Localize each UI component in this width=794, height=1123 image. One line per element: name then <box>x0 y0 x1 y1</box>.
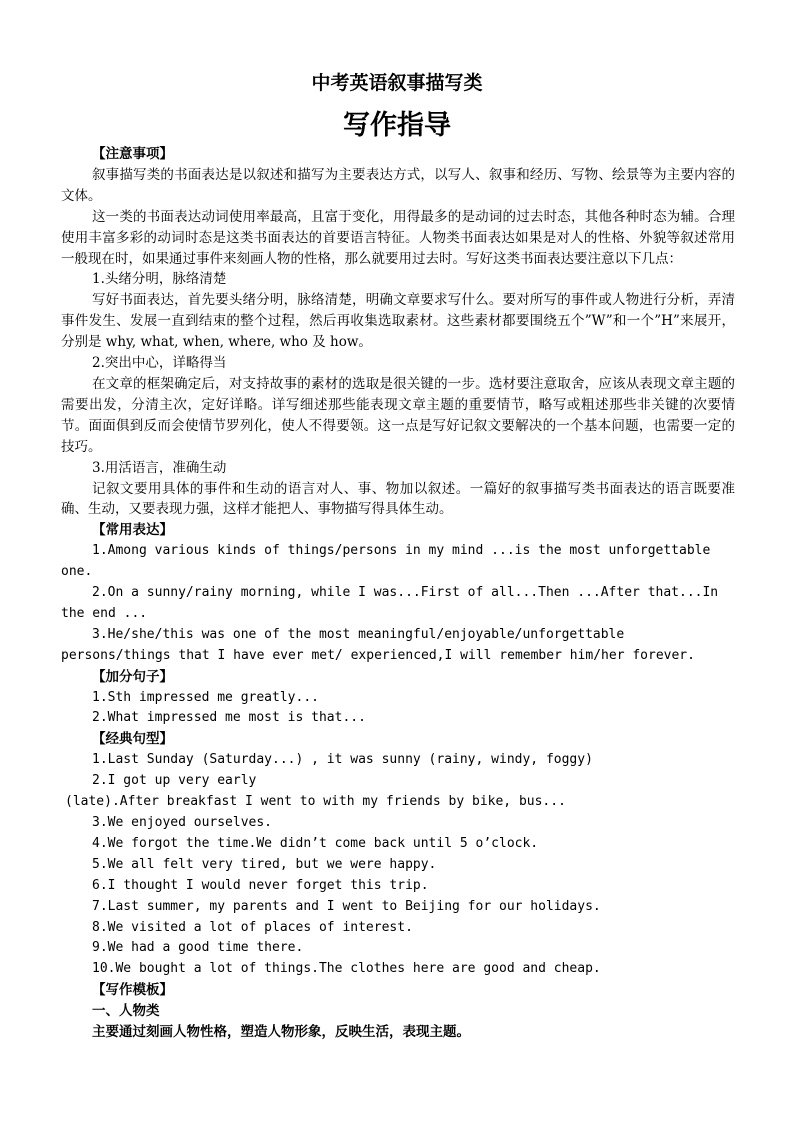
classic-line: (late).After breakfast I went to with my friends by bike, bus... <box>65 794 566 810</box>
section-heading-template: 【写作模板】 <box>92 982 173 999</box>
paragraph: 叙事描写类的书面表达是以叙述和描写为主要表达方式，以写人、叙事和经历、写物、绘景等为主要内容的文体。 <box>61 166 735 204</box>
classic-line: 3.We enjoyed ourselves. <box>92 815 273 830</box>
document-body <box>61 144 735 1043</box>
classic-line: 10.We bought a lot of things.The clothes here are good and cheap. <box>92 961 601 977</box>
document-subtitle: 写作指导 <box>343 110 451 141</box>
classic-line: 9.We had a good time there. <box>92 940 304 956</box>
classic-line: 4.We forgot the time.We didn’t come back until 5 o’clock. <box>92 835 539 851</box>
section-heading-expressions: 【常用表达】 <box>92 522 173 539</box>
point-title: 2.突出中心，详略得当 <box>92 355 227 372</box>
paragraph: 写好书面表达，首先要头绪分明，脉络清楚，明确文章要求写什么。要对所写的事件或人物进行分析，弄清事件发生、发展一直到结束的整个过程，然后再收集选取素材。这些素材都要围绕五个”W”和一个”H”来展开，分别是 why, what, when, where, who 及 how。 <box>61 292 735 351</box>
section-heading-notes: 【注意事项】 <box>92 146 173 162</box>
classic-line: 5.We all felt very tired, but we were happy. <box>92 856 437 872</box>
template-subheading: 一、人物类 <box>92 1003 160 1020</box>
section-heading-bonus: 【加分句子】 <box>92 668 173 685</box>
paragraph: 在文章的框架确定后，对支持故事的素材的选取是很关键的一步。选材要注意取舍，应该从表现文章主题的需要出发，分清主次，定好详略。详写细述那些能表现文章主题的重要情节，略写或粗述那些非关键的次要情节。面面俱到反而会使情节罗列化，使人不得要领。这一点是写好记叙文要解决的一个基本问题，也需要一定的技巧。 <box>61 375 735 455</box>
expression-line: 2.On a sunny/rainy morning, while I was...First of all...Then ...After that...In the end ... <box>61 585 719 621</box>
classic-line: 1.Last Sunday (Saturday...) , it was sunny (rainy, windy, foggy) <box>92 752 593 768</box>
section-heading-classic: 【经典句型】 <box>92 731 173 748</box>
document-title: 中考英语叙事描写类 <box>311 72 483 94</box>
point-title: 1.头绪分明，脉络清楚 <box>92 271 227 288</box>
classic-line: 6.I thought I would never forget this trip. <box>92 877 429 893</box>
expression-line: 1.Among various kinds of things/persons in my mind ...is the most unforgettable one. <box>61 543 711 580</box>
paragraph: 这一类的书面表达动词使用率最高，且富于变化，用得最多的是动词的过去时态，其他各种时态为辅。合理使用丰富多彩的动词时态是这类书面表达的首要语言特征。人物类书面表达如果是对人的性格、外貌等叙述常用一般现在时，如果通过事件来刻画人物的性格，那么就要用过去时。写好这类书面表达要注意以下几点： <box>61 208 735 267</box>
expression-line: 3.He/she/this was one of the most meaningful/enjoyable/unforgettable persons/things that I have ever met/ experienced,I will remember him/her forever. <box>61 626 695 663</box>
point-title: 3.用活语言，准确生动 <box>92 459 227 476</box>
classic-line: 7.Last summer, my parents and I went to Beijing for our holidays. <box>92 898 601 914</box>
bonus-line: 1.Sth impressed me greatly... <box>92 689 319 705</box>
paragraph: 记叙文要用具体的事件和生动的语言对人、事、物加以叙述。一篇好的叙事描写类书面表达的语言既要准确、生动，又要表现力强，这样才能把人、事物描写得具体生动。 <box>61 480 735 518</box>
classic-line: 8.We visited a lot of places of interest. <box>92 919 413 935</box>
classic-line: 2.I got up very early <box>92 773 257 789</box>
template-text: 主要通过刻画人物性格，塑造人物形象，反映生活，表现主题。 <box>92 1024 470 1041</box>
bonus-line: 2.What impressed me most is that... <box>92 710 366 726</box>
